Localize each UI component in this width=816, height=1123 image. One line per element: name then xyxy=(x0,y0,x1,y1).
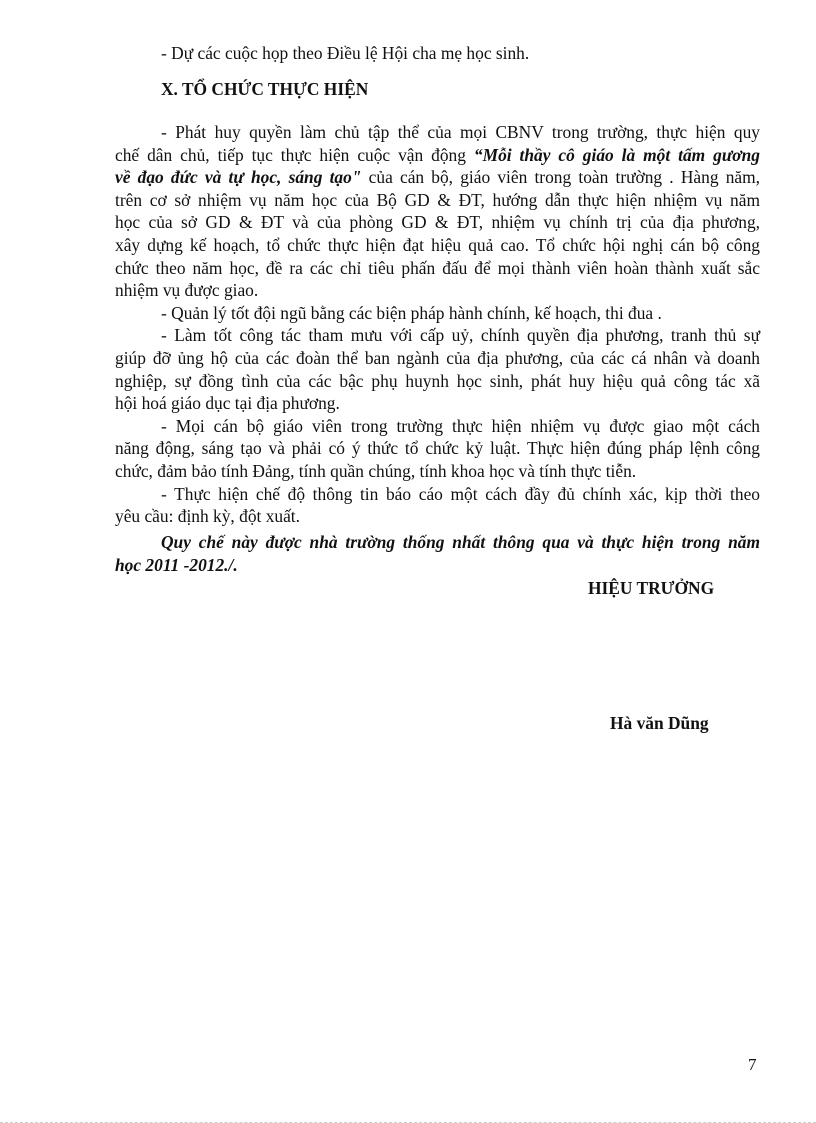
signer-name: Hà văn Dũng xyxy=(610,713,709,733)
paragraph-5-line-1: - Thực hiện chế độ thông tin báo cáo một cách đầy đủ chính xác, kịp thời theo xyxy=(161,483,760,504)
closing-statement xyxy=(115,531,760,576)
paragraph-1-line-1: - Phát huy quyền làm chủ tập thể của mọi CBNV trong trường, thực hiện quy xyxy=(161,122,760,142)
paragraph-3-line-4: hội hoá giáo dục tại địa phương. xyxy=(115,393,340,414)
paragraph-1-line-4: trên cơ sở nhiệm vụ năm học của Bộ GD & ĐT, hướng dẫn thực hiện nhiệm vụ năm xyxy=(115,189,760,210)
paragraph-3-line-2: giúp đỡ ủng hộ của các đoàn thể ban ngành của địa phương, của các cá nhân và doanh xyxy=(115,347,760,368)
paragraph-3-line-3: nghiệp, sự đồng tình của các bậc phụ huynh học sinh, phát huy hiệu quả công tác xã xyxy=(115,370,760,391)
paragraph-4-line-3: chức, đảm bảo tính Đảng, tính quần chúng, tính khoa học và tính thực tiễn. xyxy=(115,460,637,481)
campaign-title-part-1: “Mỗi thầy cô giáo là một tấm gương xyxy=(473,144,760,165)
paragraph-1-line-7: chức theo năm học, đề ra các chỉ tiêu phấn đấu để mọi thành viên hoàn thành xuất sắc xyxy=(115,257,760,278)
paragraph-5-line-2: yêu cầu: định kỳ, đột xuất. xyxy=(115,506,300,527)
paragraph-1-line-8: nhiệm vụ được giao. xyxy=(115,280,259,301)
closing-line-2: học 2011 -2012./. xyxy=(115,554,238,575)
intro-line-block xyxy=(115,42,760,65)
paragraph-4-line-1: - Mọi cán bộ giáo viên trong trường thực hiện nhiệm vụ được giao một cách xyxy=(161,415,760,436)
paragraph-4-line-2: năng động, sáng tạo và phải có ý thức tổ chức kỷ luật. Thực hiện đúng pháp lệnh công xyxy=(115,438,760,459)
signer-title: HIỆU TRƯỞNG xyxy=(588,578,715,598)
page-number: 7 xyxy=(748,1055,757,1074)
closing-line-1: Quy chế này được nhà trường thống nhất thông qua và thực hiện trong năm xyxy=(161,532,760,552)
paragraph-1-line-2 xyxy=(115,144,760,167)
campaign-title-part-2: về đạo đức và tự học, sáng tạo" xyxy=(115,167,362,188)
paragraph-3-line-1: - Làm tốt công tác tham mưu với cấp uỷ, chính quyền địa phương, tranh thủ sự xyxy=(161,325,760,346)
paragraph-1-line-3 xyxy=(115,166,760,189)
paragraph-1 xyxy=(115,121,760,528)
paragraph-1-line-3-text: của cán bộ, giáo viên trong toàn trường . Hàng năm, xyxy=(361,167,760,188)
paragraph-2: - Quản lý tốt đội ngũ bằng các biện pháp hành chính, kế hoạch, thi đua . xyxy=(161,302,662,323)
paragraph-1-line-2-text: chế dân chủ, tiếp tục thực hiện cuộc vận động xyxy=(115,144,474,165)
intro-line: - Dự các cuộc họp theo Điều lệ Hội cha mẹ học sinh. xyxy=(161,43,530,63)
section-heading: X. TỔ CHỨC THỰC HIỆN xyxy=(161,79,369,99)
paragraph-1-line-6: xây dựng kế hoạch, tổ chức thực hiện đạt hiệu quả cao. Tổ chức hội nghị cán bộ công xyxy=(115,234,760,255)
paragraph-1-line-5: học của sở GD & ĐT và của phòng GD & ĐT, nhiệm vụ chính trị của địa phương, xyxy=(115,212,760,233)
